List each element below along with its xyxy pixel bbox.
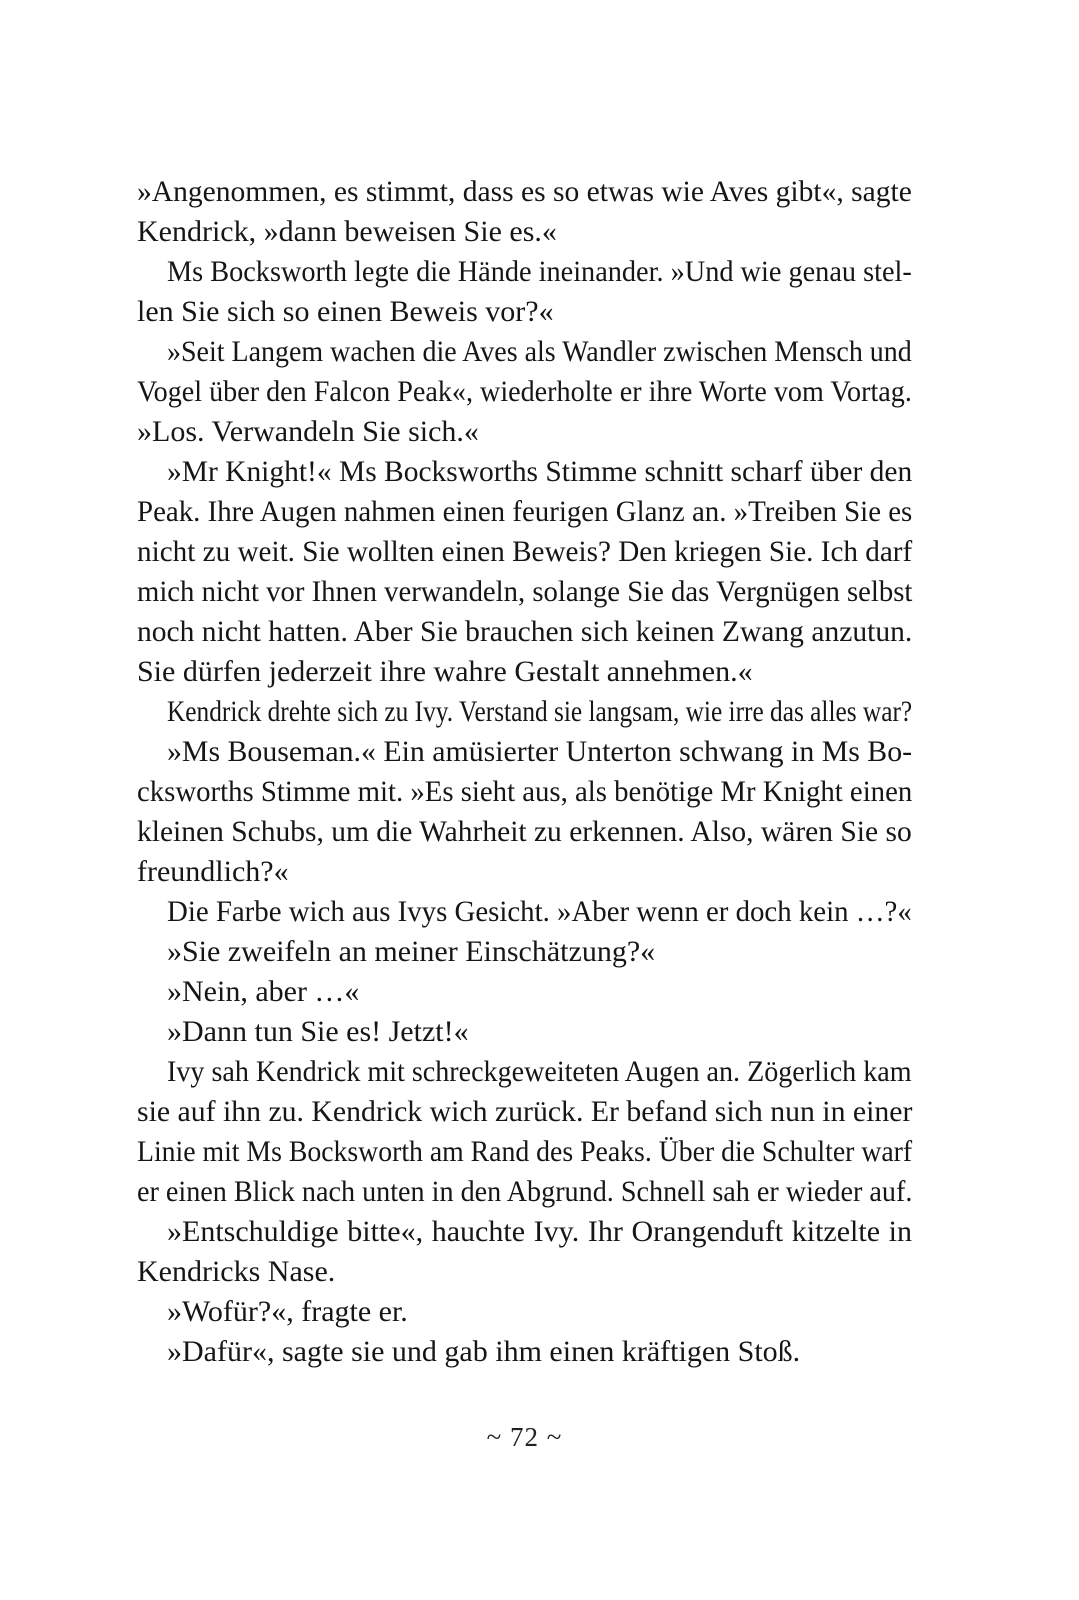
text-line — [137, 572, 912, 612]
paragraph — [137, 892, 912, 932]
text-line-content: freundlich?« — [137, 855, 289, 888]
text-line-content: »Mr Knight!« Ms Bocksworths Stimme schnitt scharf über den — [167, 455, 913, 488]
text-line — [137, 892, 912, 932]
text-line — [137, 1332, 912, 1372]
text-line-content: »Wofür?«, fragte er. — [167, 1295, 408, 1328]
text-line — [137, 332, 912, 372]
text-line-content: »Angenommen, es stimmt, dass es so etwas wie Aves gibt«, sagte — [137, 175, 912, 208]
text-line — [137, 1292, 912, 1332]
text-line-content: kleinen Schubs, um die Wahrheit zu erkennen. Also, wären Sie so — [137, 815, 912, 848]
text-line-content: nicht zu weit. Sie wollten einen Beweis? Den kriegen Sie. Ich darf — [137, 535, 913, 568]
text-line — [137, 292, 912, 332]
text-line-content: »Ms Bouseman.« Ein amüsierter Unterton schwang in Ms Bo- — [167, 735, 913, 768]
text-line — [137, 1012, 912, 1052]
text-line — [137, 1252, 912, 1292]
text-line — [137, 532, 912, 572]
text-line-content: »Entschuldige bitte«, hauchte Ivy. Ihr Orangenduft kitzelte in — [167, 1215, 912, 1248]
text-line — [137, 1212, 912, 1252]
paragraph — [137, 172, 912, 252]
text-line-content: »Sie zweifeln an meiner Einschätzung?« — [167, 935, 656, 968]
paragraph — [137, 1332, 912, 1372]
text-line — [137, 252, 912, 292]
text-line — [137, 932, 912, 972]
text-line — [137, 452, 912, 492]
text-line-content: »Nein, aber …« — [167, 975, 360, 1008]
text-line — [137, 732, 912, 772]
paragraph — [137, 332, 912, 452]
paragraph — [137, 452, 912, 692]
text-line-content: noch nicht hatten. Aber Sie brauchen sich keinen Zwang anzutun. — [137, 615, 913, 648]
text-line — [137, 652, 912, 692]
text-line — [137, 772, 912, 812]
text-line-content: »Los. Verwandeln Sie sich.« — [137, 415, 479, 448]
text-line-content: Peak. Ihre Augen nahmen einen feurigen Glanz an. »Treiben Sie es — [137, 495, 913, 528]
text-line — [137, 1172, 912, 1212]
text-line — [137, 612, 912, 652]
text-line-content: Ms Bocksworth legte die Hände ineinander. »Und wie genau stel- — [167, 255, 912, 288]
text-line-content: cksworths Stimme mit. »Es sieht aus, als benötige Mr Knight einen — [137, 775, 913, 808]
text-line-content: Die Farbe wich aus Ivys Gesicht. »Aber wenn er doch kein …?« — [167, 895, 912, 928]
page-text-block — [137, 172, 912, 1372]
text-line — [137, 212, 912, 252]
text-line-content: »Dann tun Sie es! Jetzt!« — [167, 1015, 469, 1048]
text-line-content: Kendricks Nase. — [137, 1255, 336, 1288]
text-line-content: Linie mit Ms Bocksworth am Rand des Peaks. Über die Schulter warf — [137, 1135, 913, 1168]
paragraph — [137, 692, 912, 732]
paragraph — [137, 732, 912, 892]
text-line-content: Ivy sah Kendrick mit schreckgeweiteten Augen an. Zögerlich kam — [167, 1055, 912, 1088]
text-line-content: Sie dürfen jederzeit ihre wahre Gestalt annehmen.« — [137, 655, 753, 688]
page-number: ~ 72 ~ — [486, 1422, 563, 1452]
text-line — [137, 852, 912, 892]
text-line — [137, 172, 912, 212]
text-line — [137, 1052, 912, 1092]
paragraph — [137, 972, 912, 1012]
text-line — [137, 372, 912, 412]
text-line-content: »Seit Langem wachen die Aves als Wandler zwischen Mensch und — [167, 335, 912, 368]
text-line-content: »Dafür«, sagte sie und gab ihm einen kräftigen Stoß. — [167, 1335, 801, 1368]
text-line — [137, 692, 912, 732]
paragraph — [137, 252, 912, 332]
paragraph — [137, 932, 912, 972]
paragraph — [137, 1012, 912, 1052]
text-line-content: Kendrick, »dann beweisen Sie es.« — [137, 215, 557, 248]
text-line — [137, 812, 912, 852]
text-line — [137, 492, 912, 532]
paragraph — [137, 1212, 912, 1292]
paragraph — [137, 1292, 912, 1332]
text-line — [137, 972, 912, 1012]
text-line-content: Kendrick drehte sich zu Ivy. Verstand sie langsam, wie irre das alles war? — [167, 695, 913, 728]
text-line-content: mich nicht vor Ihnen verwandeln, solange Sie das Vergnügen selbst — [137, 575, 913, 608]
paragraph — [137, 1052, 912, 1212]
text-line — [137, 412, 912, 452]
text-line-content: er einen Blick nach unten in den Abgrund. Schnell sah er wieder auf. — [137, 1175, 913, 1208]
text-line-content: sie auf ihn zu. Kendrick wich zurück. Er befand sich nun in einer — [137, 1095, 913, 1128]
text-line-content: len Sie sich so einen Beweis vor?« — [137, 295, 554, 328]
text-line-content: Vogel über den Falcon Peak«, wiederholte er ihre Worte vom Vortag. — [137, 375, 912, 408]
text-line — [137, 1092, 912, 1132]
text-line — [137, 1132, 912, 1172]
